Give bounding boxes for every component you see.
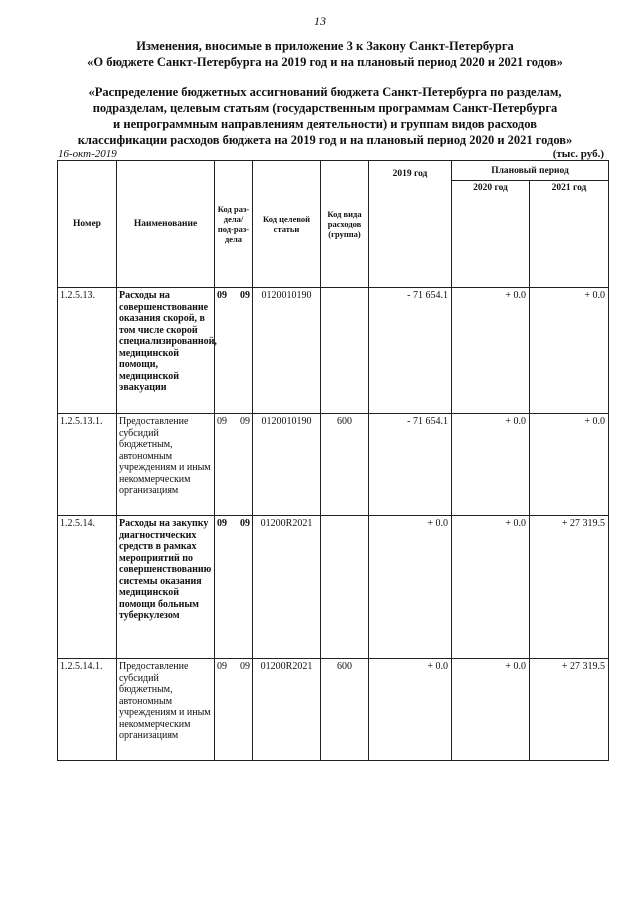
subsection-code: 09	[240, 661, 250, 672]
header-expense: Код вида расходов (группа)	[321, 161, 369, 288]
row-number: 1.2.5.14.1.	[58, 659, 117, 761]
header-section: Код раз-дела/ под-раз-дела	[215, 161, 253, 288]
row-2019: + 0.0	[369, 516, 452, 659]
header-2020: 2020 год	[452, 181, 530, 288]
header-2021: 2021 год	[530, 181, 609, 288]
document-title	[40, 38, 610, 70]
header-name: Наименование	[117, 161, 215, 288]
title-line: Изменения, вносимые в приложение 3 к Закону Санкт-Петербурга	[136, 39, 514, 53]
header-planned: Плановый период	[452, 161, 609, 181]
row-expense: 600	[321, 414, 369, 516]
row-section	[215, 288, 253, 414]
row-section	[215, 516, 253, 659]
row-name: Расходы на закупку диагностических средств в рамках мероприятий по совершенствованию системы оказания медицинской помощи больным туберкулезом	[117, 516, 215, 659]
row-target: 0120010190	[253, 288, 321, 414]
table-row	[58, 516, 609, 659]
subtitle-line: подразделам, целевым статьям (государственным программам Санкт-Петербурга	[92, 101, 558, 115]
row-2021: + 27 319.5	[530, 659, 609, 761]
table-row	[58, 288, 609, 414]
row-2020: + 0.0	[452, 516, 530, 659]
row-2020: + 0.0	[452, 414, 530, 516]
row-2021: + 0.0	[530, 414, 609, 516]
subtitle-line: «Распределение бюджетных ассигнований бюджета Санкт-Петербурга по разделам,	[88, 85, 562, 99]
table-row	[58, 414, 609, 516]
row-number: 1.2.5.14.	[58, 516, 117, 659]
subsection-code: 09	[240, 290, 250, 301]
subtitle-line: классификации расходов бюджета на 2019 год и на плановый период 2020 и 2021 годов»	[77, 133, 573, 147]
row-2020: + 0.0	[452, 288, 530, 414]
header-target: Код целевой статьи	[253, 161, 321, 288]
row-2021: + 27 319.5	[530, 516, 609, 659]
row-2021: + 0.0	[530, 288, 609, 414]
row-expense	[321, 288, 369, 414]
subtitle-line: и непрограммным направлениям деятельности) и группам видов расходов	[113, 117, 537, 131]
row-name: Расходы на совершенствование оказания скорой, в том числе скорой специализированной, медицинской помощи, медицинской эвакуации	[117, 288, 215, 414]
document-subtitle	[30, 84, 620, 148]
row-2019: - 71 654.1	[369, 288, 452, 414]
section-code: 09	[217, 661, 227, 672]
table-row	[58, 659, 609, 761]
header-number: Номер	[58, 161, 117, 288]
row-section	[215, 414, 253, 516]
row-target: 0120010190	[253, 414, 321, 516]
section-code: 09	[217, 518, 227, 529]
title-line: «О бюджете Санкт-Петербурга на 2019 год и на плановый период 2020 и 2021 годов»	[87, 55, 563, 69]
row-target: 01200R2021	[253, 516, 321, 659]
row-2020: + 0.0	[452, 659, 530, 761]
row-name: Предоставление субсидий бюджетным, автономным учреждениям и иным некоммерческим организациям	[117, 659, 215, 761]
subsection-code: 09	[240, 416, 250, 427]
row-expense	[321, 516, 369, 659]
section-code: 09	[217, 290, 227, 301]
row-2019: + 0.0	[369, 659, 452, 761]
row-number: 1.2.5.13.	[58, 288, 117, 414]
row-section	[215, 659, 253, 761]
document-date: 16-окт-2019	[58, 148, 117, 160]
subsection-code: 09	[240, 518, 250, 529]
budget-table	[57, 160, 609, 761]
section-code: 09	[217, 416, 227, 427]
row-name: Предоставление субсидий бюджетным, автономным учреждениям и иным некоммерческим организациям	[117, 414, 215, 516]
row-target: 01200R2021	[253, 659, 321, 761]
header-2019: 2019 год	[369, 161, 452, 288]
page-number: 13	[314, 14, 326, 28]
units-label: (тыс. руб.)	[552, 148, 604, 160]
row-expense: 600	[321, 659, 369, 761]
row-2019: - 71 654.1	[369, 414, 452, 516]
row-number: 1.2.5.13.1.	[58, 414, 117, 516]
